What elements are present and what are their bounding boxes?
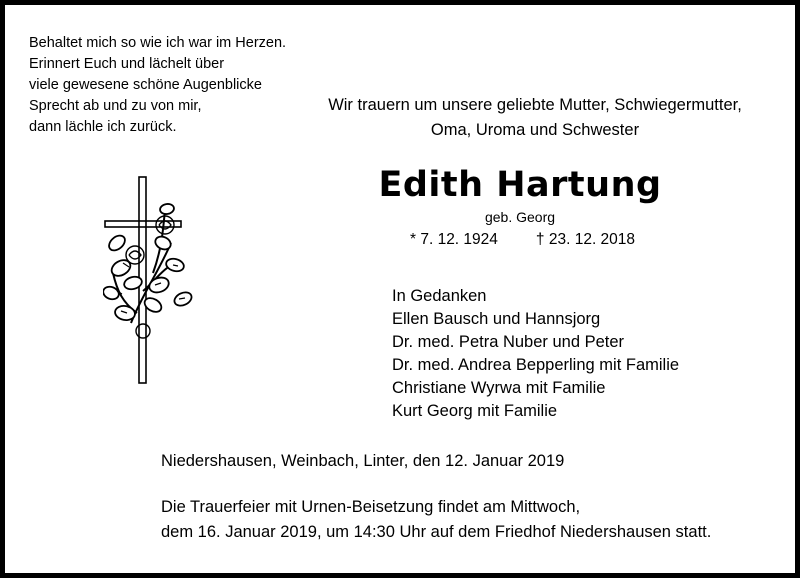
service-line: dem 16. Januar 2019, um 14:30 Uhr auf dem Friedhof Niedershausen statt.	[161, 523, 712, 541]
poem-line: Erinnert Euch und lächelt über	[29, 56, 225, 72]
life-dates	[410, 231, 635, 249]
birth-date: * 7. 12. 1924	[410, 231, 498, 248]
deceased-name: Edith Hartung	[378, 165, 662, 205]
mourner: Dr. med. Petra Nuber und Peter	[392, 333, 625, 351]
maiden-name: geb. Georg	[484, 209, 556, 225]
place-and-date: Niedershausen, Weinbach, Linter, den 12. Januar 2019	[161, 452, 565, 470]
intro-line: Wir trauern um unsere geliebte Mutter, Schwiegermutter,	[328, 96, 742, 114]
poem-line: viele gewesene schöne Augenblicke	[29, 77, 262, 93]
cross-with-roses-icon	[103, 173, 213, 385]
mourner: Dr. med. Andrea Bepperling mit Familie	[392, 356, 680, 374]
intro-line: Oma, Uroma und Schwester	[430, 121, 640, 139]
poem	[29, 33, 286, 138]
service-line: Die Trauerfeier mit Urnen-Beisetzung findet am Mittwoch,	[161, 498, 581, 516]
poem-line: Sprecht ab und zu von mir,	[29, 98, 202, 114]
mourners-list	[392, 285, 679, 423]
mourner: Kurt Georg mit Familie	[392, 402, 558, 420]
mourning-intro	[265, 93, 800, 143]
poem-line: dann lächle ich zurück.	[29, 119, 177, 135]
death-date: † 23. 12. 2018	[535, 231, 636, 248]
mourners-heading: In Gedanken	[392, 287, 487, 305]
mourner: Ellen Bausch und Hannsjorg	[392, 310, 601, 328]
poem-line: Behaltet mich so wie ich war im Herzen.	[29, 35, 287, 51]
mourner: Christiane Wyrwa mit Familie	[392, 379, 606, 397]
funeral-service-info	[161, 495, 711, 545]
